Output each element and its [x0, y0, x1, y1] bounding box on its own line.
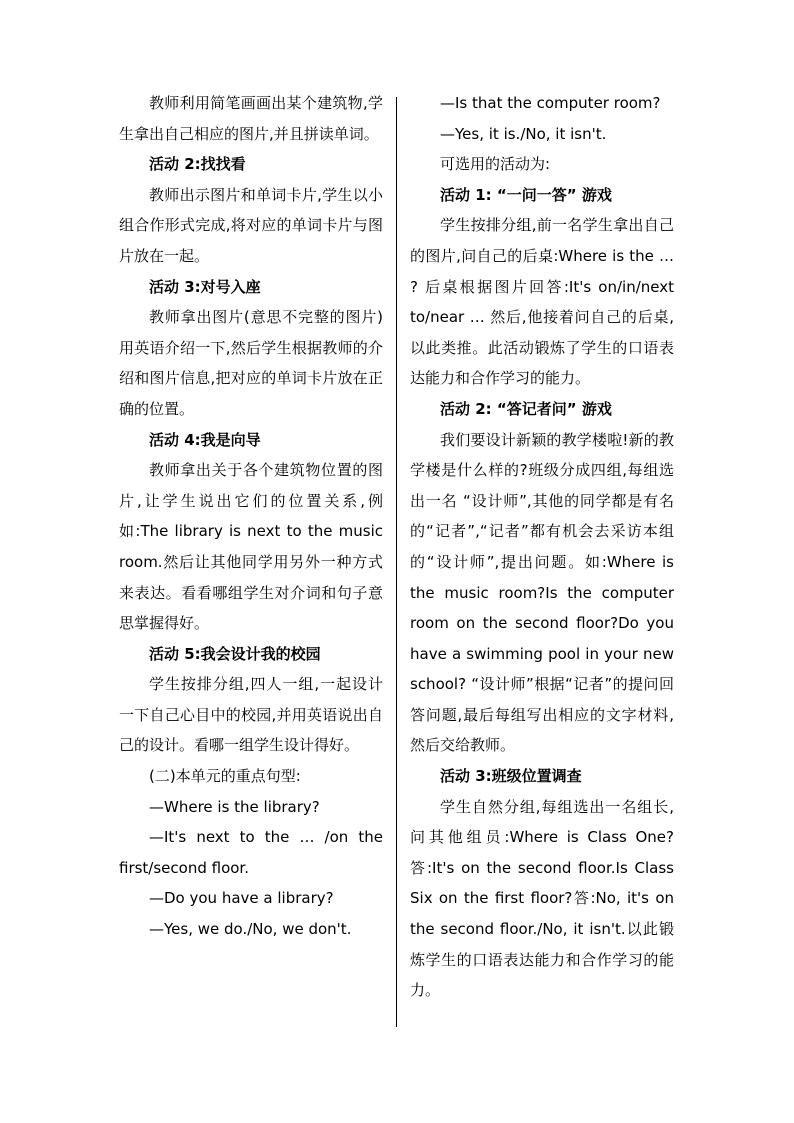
column-divider	[396, 97, 397, 1027]
activity-heading: 活动 2: “答记者问” 游戏	[440, 399, 612, 418]
paragraph: 可选用的活动为:	[440, 155, 551, 174]
dialogue-line: —It's next to the … /on the first/second floor.	[119, 828, 383, 877]
paragraph: 我们要设计新颖的教学楼啦!新的教学楼是什么样的?班级分成四组,每组选出一名 “设计师”,其他的同学都是有名的“记者”,“记者”都有机会去采访本组的“设计师”,提出问题。如:Where is the music room?Is the computer room on the second floor?Do you have a swimming pool in your new school? “设计师”根据“记者”的提问回答问题,最后每组写出相应的文字材料,然后交给教师。	[410, 430, 674, 755]
activity-heading: 活动 1: “一问一答” 游戏	[440, 185, 612, 204]
paragraph: 教师拿出图片(意思不完整的图片)用英语介绍一下,然后学生根据教师的介绍和图片信息,把对应的单词卡片放在正确的位置。	[119, 308, 383, 418]
paragraph: 教师利用简笔画画出某个建筑物,学生拿出自己相应的图片,并且拼读单词。	[119, 94, 383, 143]
paragraph: 学生按排分组,四人一组,一起设计一下自己心目中的校园,并用英语说出自己的设计。看哪一组学生设计得好。	[119, 675, 383, 755]
activity-heading: 活动 3:对号入座	[149, 277, 261, 296]
dialogue-line: —Is that the computer room?	[440, 94, 661, 112]
activity-heading: 活动 2:找找看	[149, 155, 246, 174]
activity-heading: 活动 4:我是向导	[149, 430, 261, 449]
paragraph: 学生自然分组,每组选出一名组长,问其他组员:Where is Class One? 答:It's on the second floor.Is Class Six on the first floor?答:No, it's on the second floor./No, it isn't.以此锻炼学生的口语表达能力和合作学习的能力。	[410, 797, 674, 1000]
dialogue-line: —Yes, it is./No, it isn't.	[440, 124, 607, 143]
dialogue-line: —Where is the library?	[149, 797, 320, 816]
section-heading: (二)本单元的重点句型:	[149, 767, 301, 786]
dialogue-line: —Do you have a library?	[149, 889, 334, 908]
activity-heading: 活动 5:我会设计我的校园	[149, 644, 321, 663]
paragraph: 教师拿出关于各个建筑物位置的图片,让学生说出它们的位置关系,例如:The library is next to the music room.然后让其他同学用另外一种方式来表达。看看哪组学生对介词和句子意思掌握得好。	[119, 461, 383, 633]
activity-heading: 活动 3:班级位置调查	[440, 767, 582, 786]
dialogue-line: —Yes, we do./No, we don't.	[149, 920, 352, 939]
paragraph: 教师出示图片和单词卡片,学生以小组合作形式完成,将对应的单词卡片与图片放在一起。	[119, 185, 383, 265]
right-column	[410, 88, 674, 1006]
paragraph: 学生按排分组,前一名学生拿出自己的图片,问自己的后桌:Where is the … ? 后桌根据图片回答:It's on/in/next to/near … 然后,他接着问自己的后桌,以此类推。此活动锻炼了学生的口语表达能力和合作学习的能力。	[410, 216, 674, 388]
left-column	[119, 88, 383, 945]
